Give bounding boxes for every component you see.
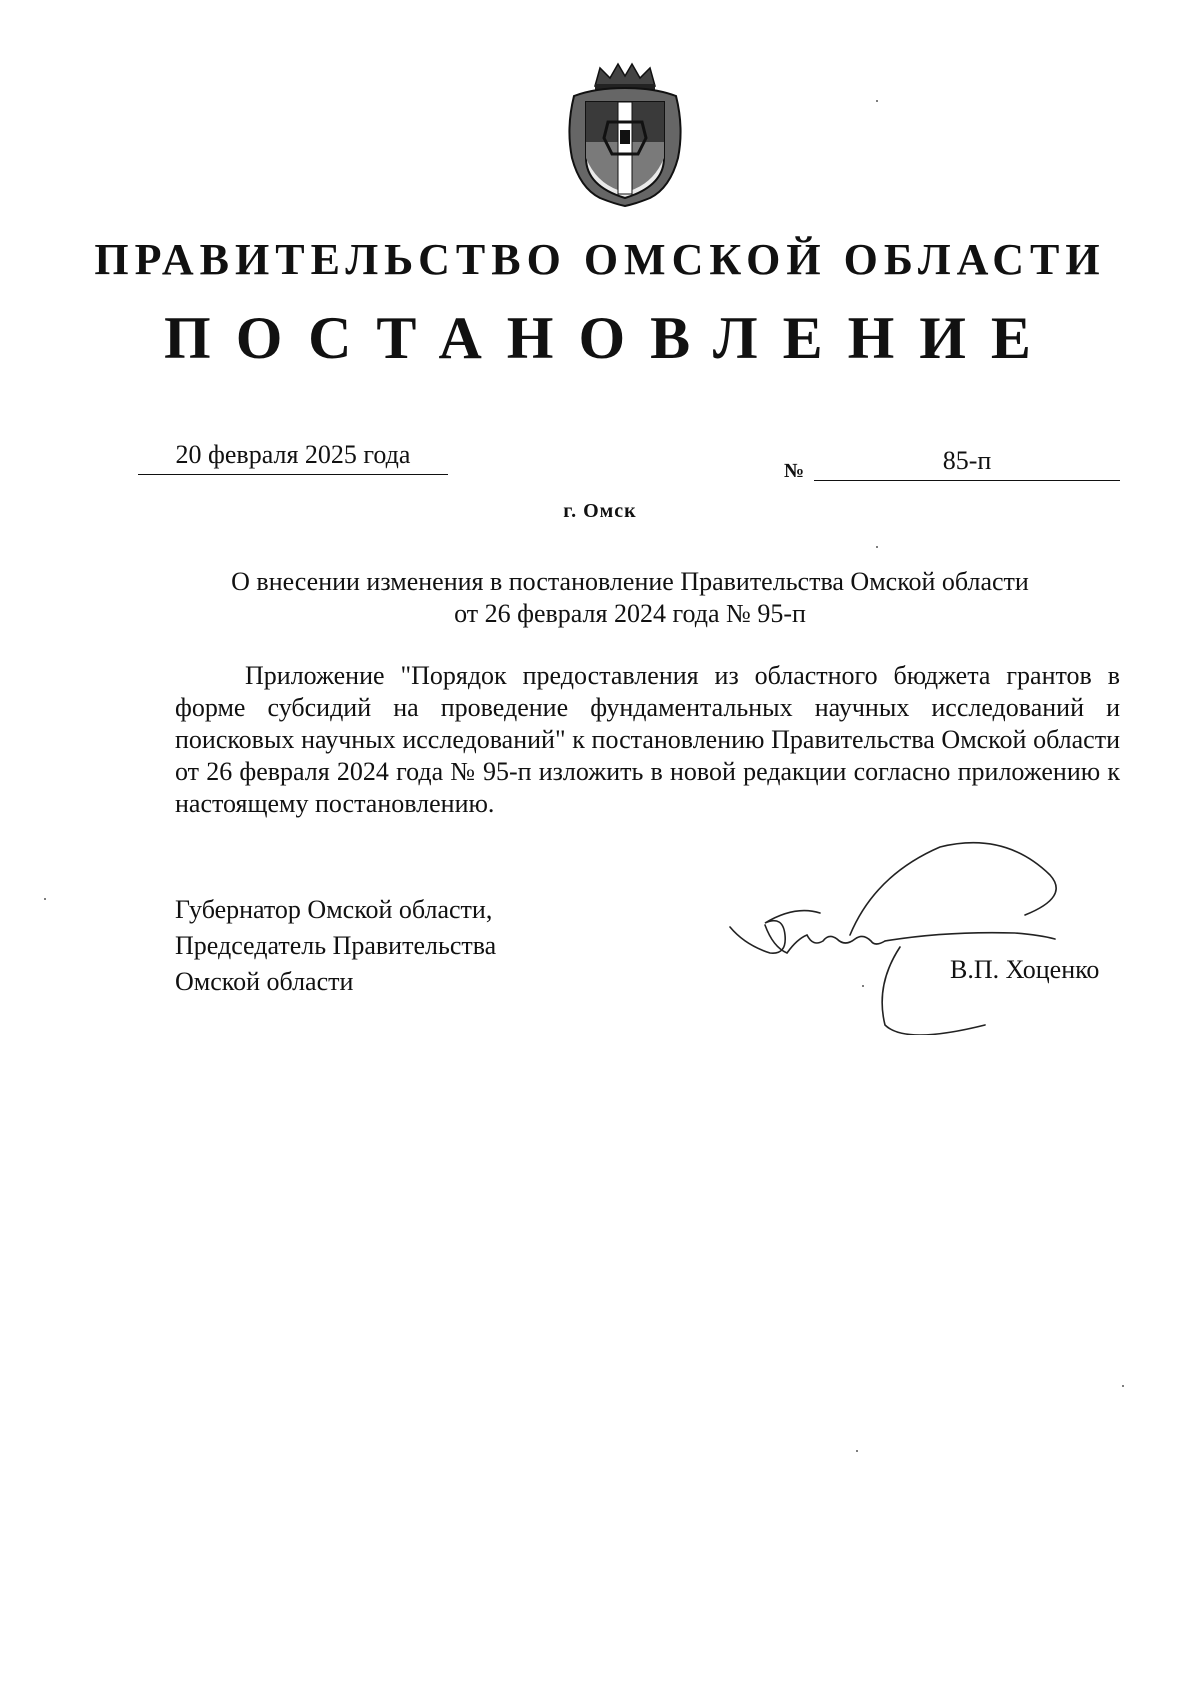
number-label: №: [784, 460, 805, 482]
scan-speck: [862, 985, 864, 987]
signer-position: [175, 892, 595, 1000]
city-name: г. Омск: [563, 500, 637, 522]
subject-line-1: О внесении изменения в постановление Правительства Омской области: [231, 567, 1029, 596]
number-underline: [814, 480, 1120, 481]
document-type-title: ПОСТАНОВЛЕНИЕ: [164, 305, 1056, 371]
handwritten-signature-icon: [725, 835, 1105, 1035]
government-title: ПРАВИТЕЛЬСТВО ОМСКОЙ ОБЛАСТИ: [94, 235, 1106, 284]
signer-position-line-2: Председатель Правительства: [175, 931, 497, 960]
scan-speck: [1122, 1385, 1124, 1387]
scan-speck: [856, 1450, 858, 1452]
document-subject: [160, 566, 1100, 630]
signer-position-line-3: Омской области: [175, 967, 354, 996]
scan-speck: [44, 898, 46, 900]
scan-speck: [876, 546, 878, 548]
body-paragraph: Приложение "Порядок предоставления из областного бюджета грантов в форме субсидий на проведение фундаментальных научных исследований и поисковых научных исследований" к постановлению Правительства Омской области от 26 февраля 2024 года № 95-п изложить в новой редакции согласно приложению к настоящему постановлению.: [175, 661, 1120, 818]
coat-of-arms-icon: [560, 58, 690, 208]
number-field: [814, 446, 1120, 481]
document-date: 20 февраля 2025 года: [175, 440, 411, 469]
signer-name: В.П. Хоценко: [950, 955, 1100, 984]
subject-line-2: от 26 февраля 2024 года № 95-п: [454, 599, 806, 628]
signer-position-line-1: Губернатор Омской области,: [175, 895, 493, 924]
date-field: [138, 440, 448, 475]
date-underline: [138, 474, 448, 475]
document-number: 85-п: [942, 446, 992, 475]
scan-speck: [876, 100, 878, 102]
